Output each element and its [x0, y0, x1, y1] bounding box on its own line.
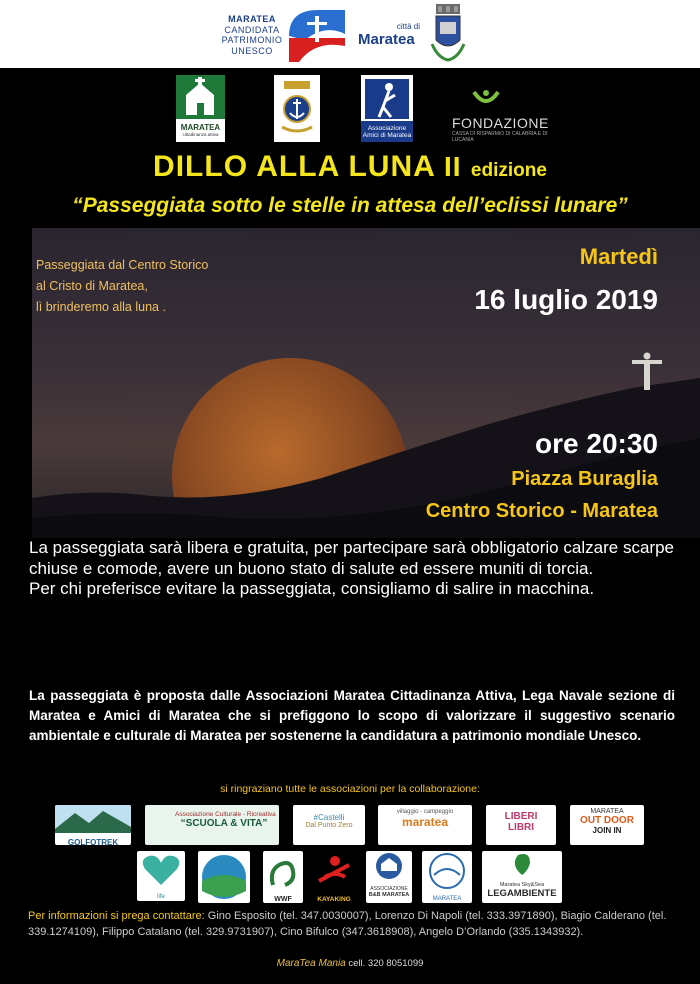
unesco-line: UNESCO — [231, 45, 273, 56]
citta-small-label: città di — [396, 22, 420, 31]
maratea-circle-label: MARATEA — [432, 896, 462, 902]
landscape-circle-icon — [198, 851, 250, 903]
fondazione-name: FONDAZIONE — [452, 115, 549, 131]
liberi-line1: LIBERI — [504, 811, 538, 822]
fondazione-sub: CASSA DI RISPARMIO DI CALABRIA E DI LUCANIA — [452, 131, 548, 143]
fondazione-mark-icon — [466, 88, 506, 110]
event-subtitle: “Passeggiata sotto le stelle in attesa dell’eclissi lunare” — [72, 194, 628, 217]
event-title-text: DILLO ALLA LUNA — [153, 150, 435, 183]
castelli-line2: Dal Punto Zero — [305, 822, 353, 829]
edition-word: edizione — [470, 160, 547, 181]
event-place-area: Centro Storico - Maratea — [425, 500, 658, 522]
castelli-logo — [293, 805, 365, 845]
lizard-icon — [263, 851, 303, 891]
golfotrek-logo — [55, 805, 131, 845]
circle-logo — [198, 851, 250, 903]
citta-di-maratea — [358, 22, 420, 48]
campeggio-line2: maratea — [401, 815, 449, 829]
footer — [0, 958, 700, 969]
bb-line2: B&B MARATEA — [368, 892, 410, 898]
route-note-line: lì brinderemo alla luna . — [36, 300, 166, 314]
leaf-icon — [482, 851, 562, 877]
scuola-vita-logo — [145, 805, 279, 845]
golfotrek-label: GOLFOTREK — [67, 838, 119, 845]
route-note-line: Passeggiata dal Centro Storico — [36, 258, 209, 272]
lega-navale-logo — [274, 75, 320, 142]
route-note-line: al Cristo di Maratea, — [36, 279, 148, 293]
info-paragraph: La passeggiata sarà libera e gratuita, per partecipare sarà obbligatorio calzare scarpe chiuse e comode, avere un buono stato di salute ed essere muniti di torcia. — [29, 538, 674, 578]
info-paragraphs — [29, 538, 674, 600]
wwf-label: WWF — [274, 896, 292, 903]
cittadinanza-attiva-logo — [176, 75, 225, 142]
kayaker-icon — [313, 851, 355, 891]
church-icon — [176, 75, 225, 119]
amici-line1: Associazione — [367, 125, 407, 132]
maratea-outdoor-logo — [570, 805, 644, 845]
unesco-line: PATRIMONIO — [221, 35, 283, 45]
heart-icon — [137, 851, 185, 889]
figure-icon — [361, 75, 413, 121]
fondazione-logo — [452, 88, 562, 143]
bb-house-icon — [366, 851, 412, 881]
event-title — [0, 150, 700, 184]
cittadinanza-sub: cittadinanza attiva — [182, 132, 219, 137]
cittadinanza-name: MARATEA — [180, 123, 221, 132]
liberi-line2: LIBRI — [507, 822, 535, 833]
kayak-label: KAYAKING — [317, 896, 351, 903]
bb-line1: ASSOCIAZIONE — [370, 886, 408, 892]
maratea-seal-icon — [422, 851, 472, 891]
legambiente-logo — [482, 851, 562, 903]
wwf-logo — [263, 851, 303, 903]
kayaking-logo — [313, 851, 355, 903]
unesco-candidate-text — [220, 14, 284, 56]
citta-name: Maratea — [358, 31, 415, 48]
anchor-emblem-icon — [274, 75, 320, 142]
campeggio-maratea-logo — [378, 805, 472, 845]
top-band — [0, 0, 700, 68]
contact-lead: Per informazioni si prega contattare: — [28, 910, 205, 922]
unesco-line: MARATEA — [228, 14, 276, 24]
outdoor-line3: JOIN IN — [592, 826, 622, 835]
unesco-candidacy-logo — [285, 6, 351, 64]
lega-line1-b: Sky&Sea — [521, 882, 545, 888]
footer-brand: MaraTea Mania — [276, 958, 346, 969]
event-place: Piazza Buraglia — [511, 468, 658, 490]
maratea-circle-logo — [422, 851, 472, 903]
outdoor-line2: OUT DOOR — [580, 815, 634, 826]
life-logo — [137, 851, 185, 901]
contact-text: Gino Esposito (tel. 347.0030007), Lorenzo Di Napoli (tel. 333.3971890), Biagio Calderano (tel. 339.1274109), Filippo Catalano (tel. 329.9731907), Cino Bifulco (347.3618908), Angelo D’Orlando (335.1343932). — [28, 910, 667, 938]
thanks-line: si ringraziano tutte le associazioni per la collaborazione: — [220, 783, 480, 795]
campeggio-line1: villaggio - campeggio — [396, 809, 454, 815]
lega-line1-a: Maratea — [499, 882, 521, 888]
event-date: 16 luglio 2019 — [474, 284, 658, 315]
info-paragraph: Per chi preferisce evitare la passeggiata, consigliamo di salire in macchina. — [29, 579, 595, 598]
lega-line3: LEGAMBIENTE — [487, 888, 557, 899]
scuola-line2: “SCUOLA & VITA” — [180, 818, 268, 829]
edition-number: II — [444, 151, 462, 182]
maratea-crest-icon — [428, 4, 468, 64]
organizers-paragraph: La passeggiata è proposta dalle Associazioni Maratea Cittadinanza Attiva, Lega Navale sezione di Maratea e Amici di Maratea che si prefiggono lo scopo di valorizzare il suggestivo scenario ambientale e culturale di Maratea per sostenerne la candidatura a patrimonio mondiale Unesco. — [29, 688, 675, 743]
unesco-line: CANDIDATA — [224, 24, 280, 35]
event-time: ore 20:30 — [535, 428, 658, 459]
amici-di-maratea-logo — [361, 75, 413, 142]
liberi-libri-logo — [486, 805, 556, 845]
scuola-line1: Associazione Culturale - Ricreativa — [175, 811, 276, 818]
amici-line2: Amici di Maratea — [362, 132, 412, 139]
route-note — [36, 255, 208, 318]
outdoor-line1: MARATEA — [590, 808, 624, 815]
footer-phone: cell. 320 8051099 — [348, 958, 424, 969]
contact-info — [28, 908, 678, 940]
life-label: life — [157, 894, 165, 900]
bb-maratea-logo — [366, 851, 412, 903]
castelli-line1: #Castelli — [313, 813, 345, 822]
event-day: Martedì — [579, 244, 658, 269]
mountain-sea-icon — [55, 805, 131, 833]
